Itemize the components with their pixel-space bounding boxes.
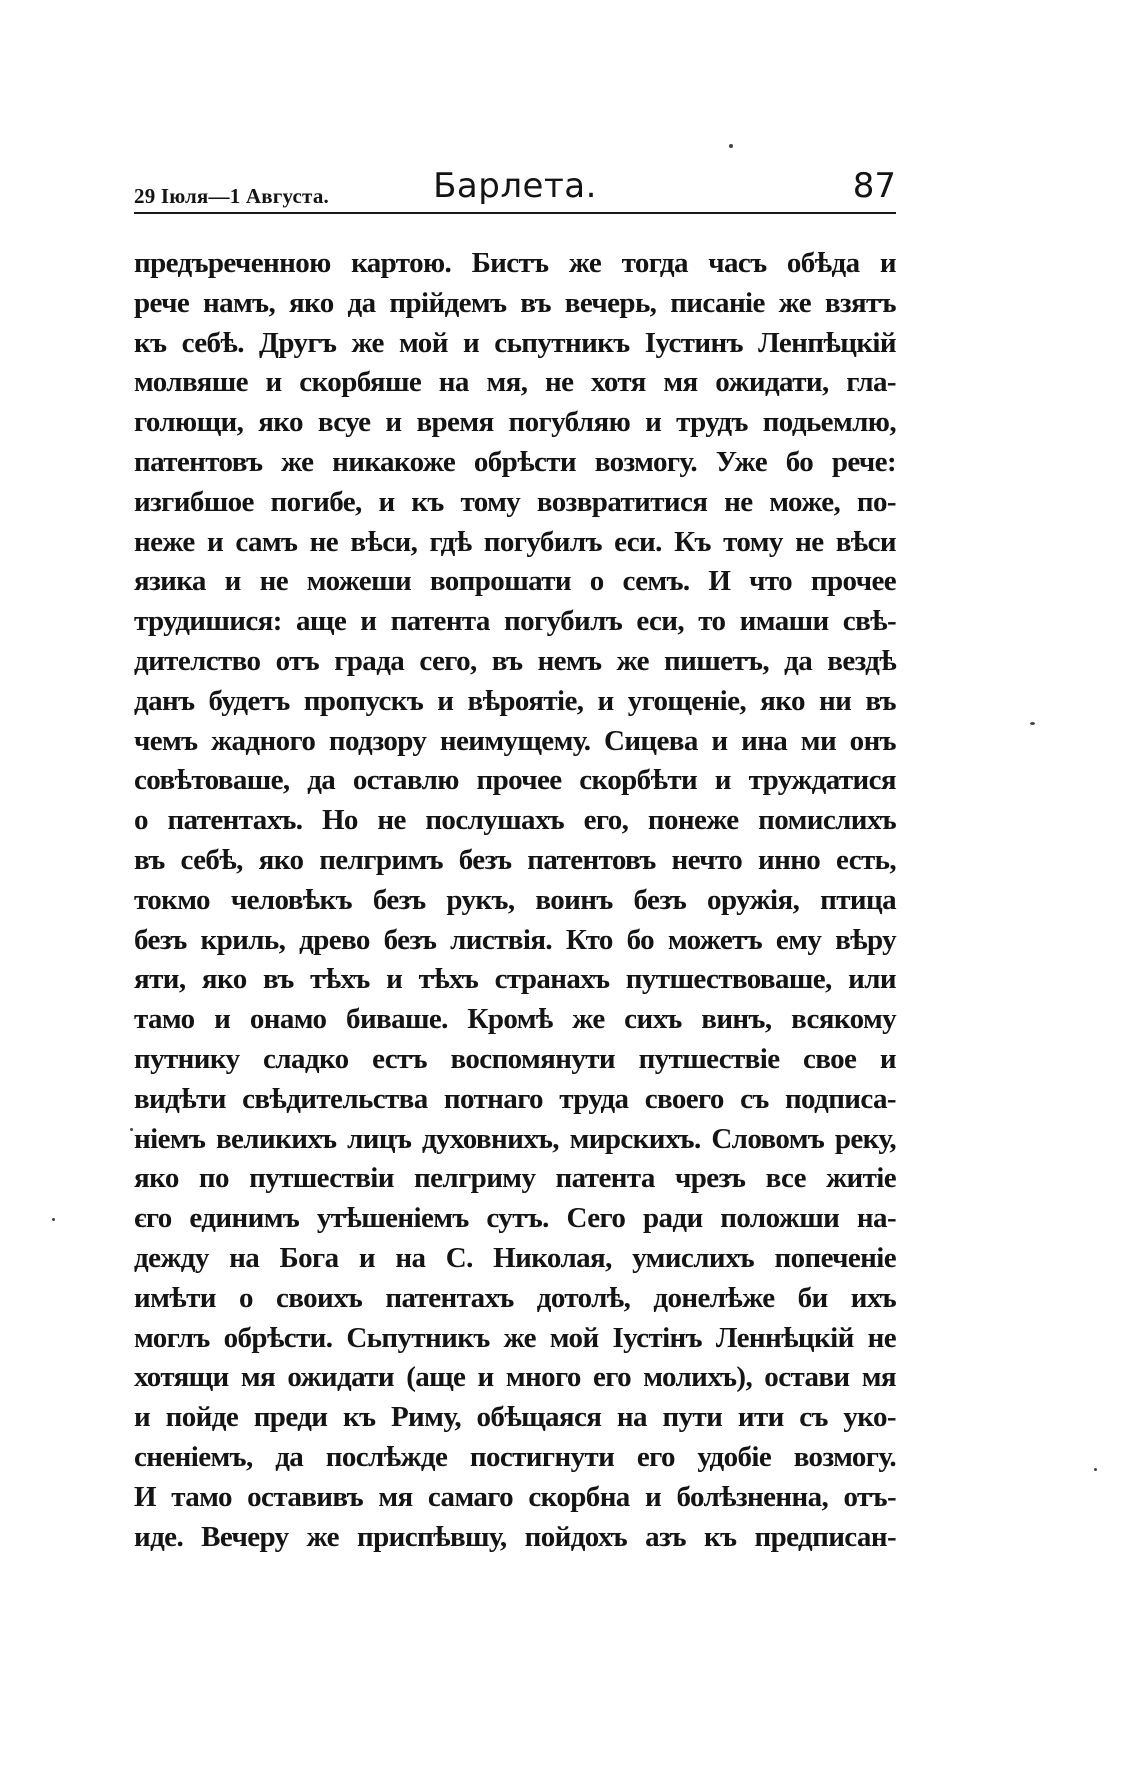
page-number: 87 [852, 166, 896, 206]
text-line: изгибшое погибе, и къ тому возвратитися не може, по- [134, 485, 896, 518]
body-text [134, 244, 896, 1557]
print-speck [729, 144, 733, 148]
text-line: иде. Вечеру же приспѣвшу, пойдохъ азъ къ предписан- [134, 1520, 896, 1553]
text-line: хотящи мя ожидати (аще и много его молихъ), остави мя [134, 1361, 896, 1394]
text-line: єго единимъ утѣшеніемъ сутъ. Сего ради положши на- [134, 1202, 896, 1235]
running-head: 29 Іюля—1 Августа. [134, 184, 329, 208]
text-line: сненіемъ, да послѣжде постигнути его удобіе возмогу. [134, 1440, 896, 1473]
text-line: трудишися: аще и патента погубилъ еси, то имаши свѣ- [134, 605, 896, 638]
text-line: моглъ обрѣсти. Сьпутникъ же мой Іустінъ Леннѣцкій не [134, 1321, 896, 1354]
page-title: Барлета. [433, 166, 597, 206]
text-line: и пойде преди къ Риму, обѣщаяся на пути ити съ уко- [134, 1401, 896, 1434]
text-line: токмо человѣкъ безъ рукъ, воинъ безъ оружія, птица [134, 883, 896, 916]
text-line: совѣтоваше, да оставлю прочее скорбѣти и труждатися [134, 764, 896, 797]
text-line: въ себѣ, яко пелгримъ безъ патентовъ нечто инно есть, [134, 843, 896, 876]
text-line: о патентахъ. Но не послушахъ его, понеже помислихъ [134, 804, 896, 837]
text-line: яти, яко въ тѣхъ и тѣхъ странахъ путшествоваше, или [134, 963, 896, 996]
text-line: неже и самъ не вѣси, гдѣ погубилъ еси. Къ тому не вѣси [134, 525, 896, 558]
text-line: патентовъ же никакоже обрѣсти возмогу. Уже бо рече: [134, 445, 896, 478]
text-line: яко по путшествіи пелгриму патента чрезъ все житіе [134, 1162, 896, 1195]
text-line: голющи, яко всуе и время погубляю и трудъ подьемлю, [134, 406, 896, 439]
text-line: къ себѣ. Другъ же мой и сьпутникъ Іустинъ Ленпѣцкій [134, 326, 896, 359]
print-speck [1030, 722, 1035, 725]
text-line: безъ криль, древо безъ листвія. Кто бо можетъ ему вѣру [134, 923, 896, 956]
text-line: дителство отъ града сего, въ немъ же пишетъ, да вездѣ [134, 644, 896, 677]
text-line: видѣти свѣдительства потнаго труда своего съ подписа- [134, 1082, 896, 1115]
header-rule [134, 212, 896, 214]
text-line: данъ будетъ пропускъ и вѣроятіе, и угощеніе, яко ни въ [134, 684, 896, 717]
text-line: рече намъ, яко да прійдемъ въ вечерь, писаніе же взятъ [134, 286, 896, 319]
text-line: ніемъ великихъ лицъ духовнихъ, мирскихъ. Словомъ реку, [134, 1122, 896, 1155]
text-line: чемъ жадного подзору неимущему. Сицева и ина ми онъ [134, 724, 896, 757]
page-header [134, 166, 896, 214]
text-line: дежду на Бога и на С. Николая, умислихъ попеченіе [134, 1241, 896, 1274]
text-line: предъреченною картою. Бистъ же тогда часъ обѣда и [134, 247, 896, 279]
text-line: И тамо оставивъ мя самаго скорбна и болѣзненна, отъ- [134, 1480, 896, 1513]
print-speck [1094, 1468, 1097, 1471]
text-line: имѣти о своихъ патентахъ дотолѣ, донелѣже би ихъ [134, 1281, 896, 1314]
text-line: путнику сладко естъ воспомянути путшествіе свое и [134, 1042, 896, 1075]
text-line: молвяше и скорбяше на мя, не хотя мя ожидати, гла- [134, 366, 896, 399]
text-line: тамо и онамо биваше. Кромѣ же сихъ винъ, всякому [134, 1003, 896, 1036]
print-speck [130, 1128, 133, 1131]
text-line: язика и не можеши вопрошати о семъ. И что прочее [134, 565, 896, 598]
print-speck [52, 1218, 55, 1221]
